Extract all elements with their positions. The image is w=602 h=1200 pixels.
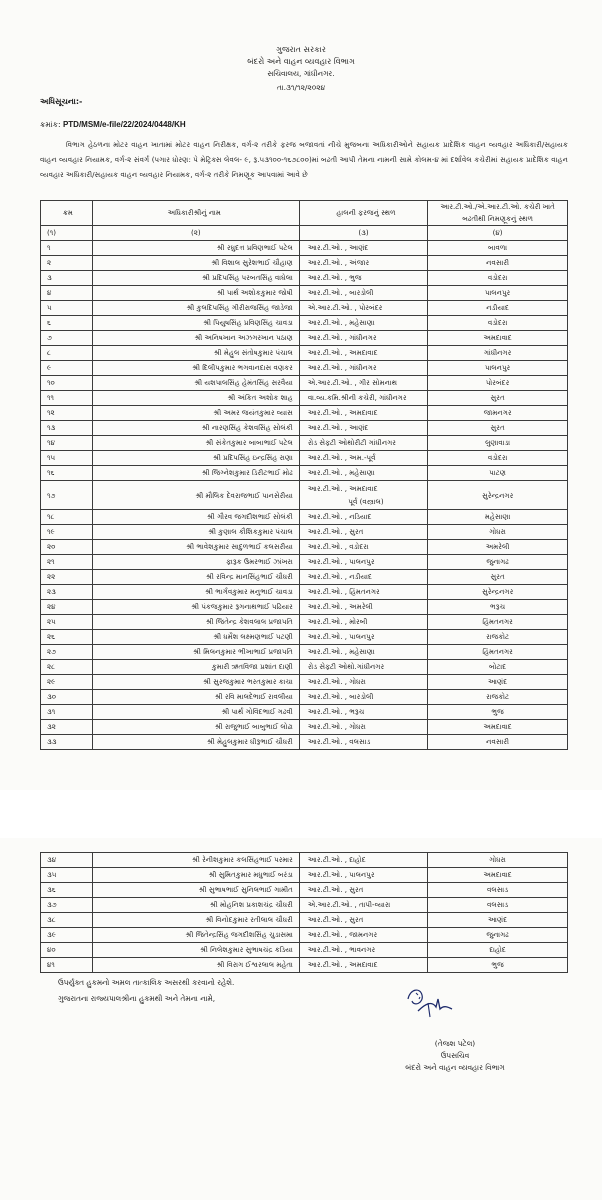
row-no: ૮: [41, 346, 93, 361]
row-no: ૩૬: [41, 883, 93, 898]
officer-table-page2: [40, 852, 568, 973]
table-row: [41, 705, 568, 720]
table-row: [41, 570, 568, 585]
row-name: શ્રી નિલેશકુમાર સુભાષચંદ્ર કડિયા: [92, 943, 299, 958]
signatory-block: [380, 1038, 530, 1074]
row-current: આર.ટી.ઓ. , મહેસાણા: [299, 645, 427, 660]
table-row: [41, 630, 568, 645]
row-current-line1: આર.ટી.ઓ. , અમદાવાદ: [307, 484, 378, 493]
row-no: ૧૯: [41, 525, 93, 540]
row-no: ૧૭: [41, 481, 93, 510]
row-no: ૧૬: [41, 466, 93, 481]
row-no: ૩૩: [41, 735, 93, 750]
row-no: ૩૮: [41, 913, 93, 928]
table-row: [41, 331, 568, 346]
num-col4: (૪): [428, 226, 568, 241]
row-current: એ.આર.ટી.ઓ. , ગીર સોમનાથ: [299, 376, 427, 391]
row-new: નવસારી: [428, 256, 568, 271]
row-new: આણંદ: [428, 913, 568, 928]
row-current: આર.ટી.ઓ. , અમરેલી: [299, 600, 427, 615]
row-current: આર.ટી.ઓ. , પાલનપુર: [299, 868, 427, 883]
row-no: ૫: [41, 301, 93, 316]
table-row: [41, 675, 568, 690]
row-no: ૨૯: [41, 675, 93, 690]
place: સચિવાલય, ગાંધીનગર.: [267, 69, 335, 78]
row-current: આર.ટી.ઓ. , ભરૂચ: [299, 705, 427, 720]
row-current-line2: પૂર્વ (વસ્ત્રાલ): [348, 497, 384, 506]
row-name: શ્રી મૌલિક દેવરાજભાઈ પાનસેરીયા: [92, 481, 299, 510]
num-col3: (૩): [299, 226, 427, 241]
row-no: ૧૪: [41, 436, 93, 451]
row-no: ૨૨: [41, 570, 93, 585]
row-new: બાવળા: [428, 241, 568, 256]
table-row: [41, 301, 568, 316]
row-new: દાહોદ: [428, 943, 568, 958]
row-new: રાજકોટ: [428, 630, 568, 645]
row-new: પોરબંદર: [428, 376, 568, 391]
row-no: ૩૨: [41, 720, 93, 735]
row-no: ૨૪: [41, 600, 93, 615]
order-number: PTD/MSM/e-file/22/2024/0448/KH: [62, 120, 186, 129]
row-new: પાલનપુર: [428, 286, 568, 301]
table-row: [41, 451, 568, 466]
row-current: આર.ટી.ઓ. , નડીયાદ: [299, 570, 427, 585]
row-name: શ્રી અનિષખાન અઝગરખાન પઠાણ: [92, 331, 299, 346]
row-no: ૩૫: [41, 868, 93, 883]
row-current: [299, 481, 427, 510]
row-no: ૧૩: [41, 421, 93, 436]
row-new: ગાંધીનગર: [428, 346, 568, 361]
row-current: એ.આર.ટી.ઓ. , પોરબંદર: [299, 301, 427, 316]
row-name: શ્રી સંકેતકુમાર બાબાભાઈ પટેલ: [92, 436, 299, 451]
row-name: શ્રી રાજુભાઈ બાબુભાઈ લોઢા: [92, 720, 299, 735]
row-current: આર.ટી.ઓ. , ભાવનગર: [299, 943, 427, 958]
notification-title: અધિસૂચના:-: [40, 97, 83, 106]
row-new: વડોદરા: [428, 451, 568, 466]
table-row: [41, 406, 568, 421]
row-no: ૨૭: [41, 645, 93, 660]
row-current: આર.ટી.ઓ. , વલસાડ: [299, 735, 427, 750]
row-name: શ્રી જિતેન્દ્રસિંહ જગદીશસિંહ ચુડાસમા: [92, 928, 299, 943]
table-row: [41, 883, 568, 898]
table-row: [41, 510, 568, 525]
row-no: ૨૬: [41, 630, 93, 645]
row-name: શ્રી ભાવેશકુમાર સાદુળભાઈ કલસરીયા: [92, 540, 299, 555]
table-row: [41, 316, 568, 331]
table-row: [41, 660, 568, 675]
order-paragraph: વિભાગ હેઠળના મોટર વાહન ખાતામાં મોટર વાહન નિરીક્ષક, વર્ગ-૨ તરીકે ફરજ બજાવતાં નીચે મુજબના અધિકારીઓને સહાયક પ્રાદેશિક વાહન વ્યવહાર અધિકારી/સહાયક વાહન વ્યવહાર નિયામક, વર્ગ-૨ સંવર્ગ (પગાર ધોરણ: પે મેટ્રિક્સ લેવલ- ૯, રૂ.૫૩૧૦૦-૧૬૭૮૦૦)માં બઢતી આપી તેમના નામની સામે કોલમ-૪ માં દર્શાવેલ કચેરીમાં સહાયક પ્રાદેશિક વાહન વ્યવહાર અધિકારી/સહાયક વાહન વ્યવહાર નિયામક, વર્ગ-૨ તરીકે નિમણૂક આપવામાં આવે છે: [40, 140, 568, 179]
row-name: શ્રી રવિન્દ્ર માનસિંહભાઈ ચૌધરી: [92, 570, 299, 585]
table-row: [41, 391, 568, 406]
row-no: ૧૦: [41, 376, 93, 391]
row-name: શ્રી પંકજકુમાર રૂગનાથભાઈ પઢિયાર: [92, 600, 299, 615]
table-row: [41, 690, 568, 705]
row-current: રોડ સેફ્ટી ઓથોરીટી ગાંધીનગર: [299, 436, 427, 451]
row-name: શ્રી દિલીપકુમાર ભગવાનદાસ વણકર: [92, 361, 299, 376]
row-new: બોટાદ: [428, 660, 568, 675]
table-row: [41, 271, 568, 286]
row-name: શ્રી મેહુલકુમાર ધીરૂભાઈ ચૌધરી: [92, 735, 299, 750]
row-new: ભુજ: [428, 705, 568, 720]
signatory-name: (તેજશ પટેલ): [434, 1039, 476, 1048]
row-new: જુનાગઢ: [428, 555, 568, 570]
table-row: [41, 928, 568, 943]
row-current: આર.ટી.ઓ. , અંજાર: [299, 256, 427, 271]
row-new: અમદાવાદ: [428, 720, 568, 735]
table-row: [41, 241, 568, 256]
table-row: [41, 481, 568, 510]
row-name: શ્રી ભાર્ગવકુમાર મનુભાઈ ચાવડા: [92, 585, 299, 600]
row-current: આર.ટી.ઓ. , ગોધરા: [299, 720, 427, 735]
header-current: હાલની ફરજનું સ્થળ: [299, 201, 427, 226]
row-name: શ્રી મિલનકુમાર ભીખાભાઈ પ્રજાપતિ: [92, 645, 299, 660]
table-row: [41, 346, 568, 361]
row-current: આર.ટી.ઓ. , અમદાવાદ: [299, 346, 427, 361]
row-current: આર.ટી.ઓ. , પાલનપુર: [299, 555, 427, 570]
row-name: શ્રી વિનોદકુમાર રતીલાલ ચૌધરી: [92, 913, 299, 928]
num-col1: (૧): [41, 226, 93, 241]
table-row: [41, 943, 568, 958]
table-row: [41, 913, 568, 928]
row-name: શ્રી કુણાલ કૌશિકકુમાર પંચાલ: [92, 525, 299, 540]
row-name: શ્રી પ્રદિપસિંહ ઇન્દ્રસિંહ રાણા: [92, 451, 299, 466]
row-new: વડોદરા: [428, 316, 568, 331]
row-no: ૨૧: [41, 555, 93, 570]
row-new: આણંદ: [428, 675, 568, 690]
row-new: હિંમતનગર: [428, 645, 568, 660]
row-new: ભુજ: [428, 958, 568, 973]
row-current: આર.ટી.ઓ. , ગાંધીનગર: [299, 331, 427, 346]
row-name: શ્રી પાર્થ અશોકકુમાર જોષી: [92, 286, 299, 301]
row-name: શ્રી રઘુદત્ત પ્રવિણભાઈ પટેલ: [92, 241, 299, 256]
row-new: વલસાડ: [428, 883, 568, 898]
row-new: સુરેન્દ્રનગર: [428, 585, 568, 600]
table-row: [41, 898, 568, 913]
row-new: પાટણ: [428, 466, 568, 481]
row-new: અમદાવાદ: [428, 868, 568, 883]
row-current: આર.ટી.ઓ. , બારડોલી: [299, 286, 427, 301]
row-new: હિંમતનગર: [428, 615, 568, 630]
row-new: જામનગર: [428, 406, 568, 421]
row-current: આર.ટી.ઓ. , મહેસાણા: [299, 316, 427, 331]
table-row: [41, 868, 568, 883]
row-name: શ્રી પિયુષસિંહ પ્રવિણસિંહ ચાવડા: [92, 316, 299, 331]
row-no: ૩૯: [41, 928, 93, 943]
row-new: સુરેન્દ્રનગર: [428, 481, 568, 510]
row-no: ૨૩: [41, 585, 93, 600]
row-name: શ્રી નારણસિંહ કેશવસિંહ સોલંકી: [92, 421, 299, 436]
row-new: લુણાવાડા: [428, 436, 568, 451]
row-new: ગોધરા: [428, 853, 568, 868]
row-current: આર.ટી.ઓ. , સુરત: [299, 525, 427, 540]
table-row: [41, 958, 568, 973]
row-new: સુરત: [428, 570, 568, 585]
signatory-department: બંદરો અને વાહન વ્યવહાર વિભાગ: [405, 1063, 505, 1072]
row-name: શ્રી વિશાલ સુરેશભાઈ ચૌહાણ: [92, 256, 299, 271]
row-name: શ્રી પ્રદિપસિંહ પરબતસિંહ વાઘેલા: [92, 271, 299, 286]
row-current: આર.ટી.ઓ. , આણંદ: [299, 421, 427, 436]
row-name: શ્રી કુલદિપસિંહ ગીરીરાજસિંહ જાડેજા: [92, 301, 299, 316]
row-current: આર.ટી.ઓ. , ગોધરા: [299, 675, 427, 690]
row-name: શ્રી અંકિત અશોક શાહ: [92, 391, 299, 406]
row-no: ૩: [41, 271, 93, 286]
table-row: [41, 421, 568, 436]
row-no: ૩૦: [41, 690, 93, 705]
row-no: ૯: [41, 361, 93, 376]
row-new: પાલનપુર: [428, 361, 568, 376]
row-name: શ્રી સુમિતકુમાર મધુભાઈ બરંડા: [92, 868, 299, 883]
row-new: ભરૂચ: [428, 600, 568, 615]
table-row: [41, 735, 568, 750]
table-row: [41, 720, 568, 735]
row-current: આર.ટી.ઓ. , અમદાવાદ: [299, 958, 427, 973]
row-no: ૭: [41, 331, 93, 346]
table-row: [41, 361, 568, 376]
row-new: વડોદરા: [428, 271, 568, 286]
row-current: આર.ટી.ઓ. , દાહોદ: [299, 853, 427, 868]
row-name: શ્રી પાર્થ ગોવિંદભાઈ ગઢવી: [92, 705, 299, 720]
department-title: બંદરો અને વાહન વ્યવહાર વિભાગ: [247, 57, 355, 66]
row-name: શ્રી જિતેન્દ્ર કેશવલાલ પ્રજાપતિ: [92, 615, 299, 630]
row-new: અમરેલી: [428, 540, 568, 555]
table-row: [41, 585, 568, 600]
row-no: ૪૦: [41, 943, 93, 958]
document-page-2: [0, 838, 602, 1200]
row-name: ફારૂક ઉમરભાઈ ઝાંખરા: [92, 555, 299, 570]
table-row: [41, 436, 568, 451]
row-current: એ.આર.ટી.ઓ. , તાપી-વ્યારા: [299, 898, 427, 913]
row-current: આર.ટી.ઓ. , હિંમતનગર: [299, 585, 427, 600]
row-no: ૧૫: [41, 451, 93, 466]
row-name: શ્રી સુરજકુમાર ભરતકુમાર કાચા: [92, 675, 299, 690]
table-header-row: [41, 201, 568, 226]
row-no: ૨: [41, 256, 93, 271]
row-no: ૨૫: [41, 615, 93, 630]
row-new: રાજકોટ: [428, 690, 568, 705]
table-row: [41, 286, 568, 301]
footer-line-1: ઉપર્યુક્ત હુકમનો અમલ તાત્કાલિક અસરથી કરવાનો રહેશે.: [58, 978, 235, 987]
row-no: ૧૧: [41, 391, 93, 406]
row-new: સુરત: [428, 391, 568, 406]
table-row: [41, 525, 568, 540]
row-current: રોડ સેફ્ટી ઓથો.ગાંધીનગર: [299, 660, 427, 675]
header-no: ક્રમ: [41, 201, 93, 226]
date: તા.૩૧/૧૨/૨૦૨૪: [276, 83, 326, 92]
row-name: શ્રી રવિ માલદેભાઈ રાવલીયા: [92, 690, 299, 705]
row-name: શ્રી ગૌરવ જગદીશભાઈ સોલંકી: [92, 510, 299, 525]
row-name: કુમારી ઋતવિજા પ્રશાંત દાણી: [92, 660, 299, 675]
table-row: [41, 256, 568, 271]
row-current: આર.ટી.ઓ. , નડિયાદ: [299, 510, 427, 525]
order-number-line: [40, 120, 186, 130]
row-no: ૩૧: [41, 705, 93, 720]
row-name: શ્રી જિગ્નેશકુમાર ડિરીટભાઈ મોઢ: [92, 466, 299, 481]
row-current: આર.ટી.ઓ. , અમદાવાદ: [299, 406, 427, 421]
signature-mark: [398, 981, 458, 1021]
row-name: શ્રી ધર્મેશ લક્ષ્મણભાઈ પટણી: [92, 630, 299, 645]
table-row: [41, 600, 568, 615]
row-no: ૧: [41, 241, 93, 256]
row-current: આર.ટી.ઓ. , અમ.-પૂર્વ: [299, 451, 427, 466]
row-current: આર.ટી.ઓ. , સુરત: [299, 913, 427, 928]
row-new: નડીયાદ: [428, 301, 568, 316]
table-row: [41, 555, 568, 570]
row-new: ગોધરા: [428, 525, 568, 540]
row-no: ૩૪: [41, 853, 93, 868]
table-row: [41, 645, 568, 660]
row-name: શ્રી વિરાગ ઈશ્વરલાલ મહેતા: [92, 958, 299, 973]
signatory-title: ઉપસચિવ: [440, 1051, 470, 1060]
officer-table-page1: [40, 200, 568, 750]
row-new: અમદાવાદ: [428, 331, 568, 346]
row-no: ૪: [41, 286, 93, 301]
row-current: આર.ટી.ઓ. , ભુજ: [299, 271, 427, 286]
row-current: આર.ટી.ઓ. , પાલનપુર: [299, 630, 427, 645]
row-name: શ્રી મોહનિશ પ્રકાશચંદ્ર ચૌધરી: [92, 898, 299, 913]
header-new: આર.ટી.ઓ./એ.આર.ટી.ઓ. કચેરી ખાતે બઢતીથી નિમણૂકનું સ્થળ: [428, 201, 568, 226]
footer-line-2: ગુજરાતના રાજ્યપાલશ્રીના હુકમથી અને તેમના નામે,: [58, 994, 216, 1003]
row-current: આર.ટી.ઓ. , બારડોલી: [299, 690, 427, 705]
num-col2: (૨): [92, 226, 299, 241]
row-no: ૨૮: [41, 660, 93, 675]
row-current: વા.વ્ય.કમિ.શ્રીની કચેરી, ગાંધીનગર: [299, 391, 427, 406]
header-name: અધિકારીશ્રીનું નામ: [92, 201, 299, 226]
row-no: ૧૨: [41, 406, 93, 421]
row-name: શ્રી અમર જયંતકુમાર વ્યાસ: [92, 406, 299, 421]
table-row: [41, 466, 568, 481]
row-name: શ્રી રેનીશકુમાર કલસિંહભાઈ પરમાર: [92, 853, 299, 868]
row-new: નવસારી: [428, 735, 568, 750]
row-current: આર.ટી.ઓ. , આણંદ: [299, 241, 427, 256]
table-row: [41, 615, 568, 630]
table-row: [41, 376, 568, 391]
table-row: [41, 540, 568, 555]
row-name: શ્રી યશપાલસિંહ હેમંતસિંહ સરવૈયા: [92, 376, 299, 391]
row-current: આર.ટી.ઓ. , વડોદરા: [299, 540, 427, 555]
row-no: ૬: [41, 316, 93, 331]
table-numbering-row: [41, 226, 568, 241]
row-current: આર.ટી.ઓ. , મોરબી: [299, 615, 427, 630]
row-new: મહેસાણા: [428, 510, 568, 525]
row-new: વલસાડ: [428, 898, 568, 913]
row-no: ૪૧: [41, 958, 93, 973]
gov-title: ગુજરાત સરકાર: [276, 45, 326, 54]
row-no: ૨૦: [41, 540, 93, 555]
row-current: આર.ટી.ઓ. , ગાંધીનગર: [299, 361, 427, 376]
row-name: શ્રી મેહુલ સંતોષકુમાર પંચાલ: [92, 346, 299, 361]
row-name: શ્રી સુભાષભાઈ સુનિલભાઈ ગામીત: [92, 883, 299, 898]
order-prefix: ક્રમાંક:: [40, 120, 61, 129]
row-new: સુરત: [428, 421, 568, 436]
table-row: [41, 853, 568, 868]
row-new: જુનાગઢ: [428, 928, 568, 943]
page-gap: [0, 790, 602, 838]
row-current: આર.ટી.ઓ. , સુરત: [299, 883, 427, 898]
row-no: ૩૭: [41, 898, 93, 913]
row-no: ૧૮: [41, 510, 93, 525]
row-current: આર.ટી.ઓ. , મહેસાણા: [299, 466, 427, 481]
row-current: આર.ટી.ઓ. , જામનગર: [299, 928, 427, 943]
